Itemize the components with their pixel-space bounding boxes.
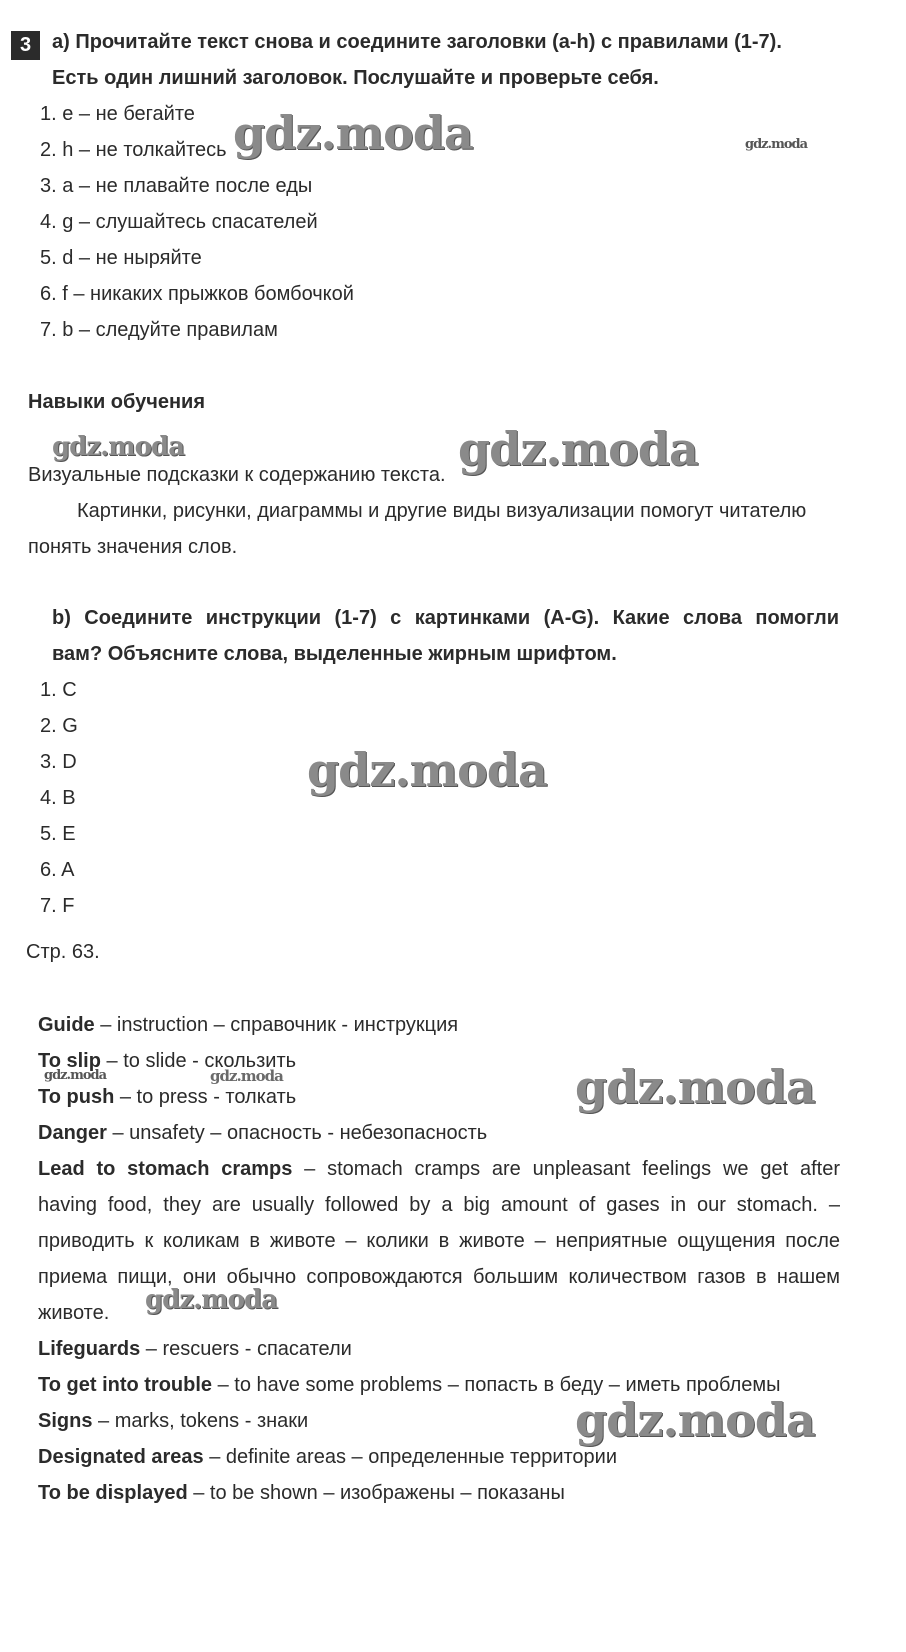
glossary-entry	[38, 1014, 458, 1037]
part-b-answer-7: 7. F	[40, 895, 75, 917]
glossary-definition: – rescuers - спасатели	[140, 1338, 352, 1360]
glossary-entry	[38, 1122, 487, 1145]
glossary-entry	[38, 1410, 308, 1433]
part-a-answer-2: 2. h – не толкайтесь	[40, 139, 227, 161]
part-a-answer-6: 6. f – никаких прыжков бомбочкой	[40, 283, 354, 305]
study-skills-heading: Навыки обучения	[28, 391, 206, 413]
watermark: gdz.moda	[458, 422, 698, 476]
part-b-instruction-line1: b) Соедините инструкции (1-7) с картинками (A-G). Какие слова помогли	[52, 607, 839, 629]
watermark: gdz.moda	[745, 137, 808, 152]
glossary-stomach-line4: приема пищи, они обычно сопровождаются большим количеством газов в нашем	[38, 1266, 840, 1288]
part-b-answer-5: 5. E	[40, 823, 76, 845]
watermark: gdz.moda	[307, 743, 547, 797]
glossary-stomach-line3: приводить к коликам в животе – колики в животе – неприятные ощущения после	[38, 1230, 840, 1252]
part-b-answer-1: 1. C	[40, 679, 77, 701]
glossary-term: To push	[38, 1086, 115, 1108]
glossary-definition: – to slide - скользить	[100, 1050, 297, 1072]
glossary-entry	[38, 1446, 617, 1469]
part-b-answer-2: 2. G	[40, 715, 78, 737]
glossary-definition: – to be shown – изображены – показаны	[187, 1482, 565, 1504]
glossary-term: Lead to stomach cramps	[38, 1158, 293, 1180]
part-b-answer-6: 6. A	[40, 859, 75, 881]
watermark: gdz.moda	[52, 432, 185, 462]
glossary-definition: – to have some problems – попасть в беду – иметь проблемы	[212, 1374, 781, 1396]
part-b-answer-4: 4. B	[40, 787, 76, 809]
glossary-definition: – stomach cramps are unpleasant feelings we get after	[292, 1158, 840, 1180]
study-skills-paragraph-line1: Картинки, рисунки, диаграммы и другие виды визуализации помогут читателю	[77, 500, 807, 522]
part-a-instruction-line2: Есть один лишний заголовок. Послушайте и проверьте себя.	[52, 67, 659, 89]
study-skills-subheading: Визуальные подсказки к содержанию текста.	[28, 464, 446, 486]
glossary-term: Guide	[38, 1014, 95, 1036]
watermark: gdz.moda	[145, 1285, 278, 1315]
exercise-number-badge: 3	[11, 31, 40, 60]
glossary-definition: – unsafety – опасность - небезопасность	[106, 1122, 488, 1144]
glossary-entry	[38, 1338, 352, 1361]
watermark: gdz.moda	[575, 1393, 815, 1447]
page-reference: Стр. 63.	[26, 941, 100, 963]
glossary-stomach-line2: having food, they are usually followed by a big amount of gases in our stomach. –	[38, 1194, 840, 1216]
glossary-term: To get into trouble	[38, 1374, 213, 1396]
part-a-answer-5: 5. d – не ныряйте	[40, 247, 202, 269]
glossary-term: Lifeguards	[38, 1338, 141, 1360]
part-a-answer-1: 1. e – не бегайте	[40, 103, 195, 125]
watermark: gdz.moda	[44, 1068, 107, 1083]
glossary-definition: – definite areas – определенные территории	[203, 1446, 618, 1468]
glossary-stomach-line5: животе.	[38, 1302, 110, 1324]
glossary-term: To slip	[38, 1050, 101, 1072]
part-b-answer-3: 3. D	[40, 751, 77, 773]
glossary-term: To be displayed	[38, 1482, 188, 1504]
glossary-definition: – to press - толкать	[114, 1086, 297, 1108]
watermark: gdz.moda	[575, 1060, 815, 1114]
glossary-definition: – marks, tokens - знаки	[92, 1410, 309, 1432]
glossary-entry	[38, 1086, 296, 1109]
part-a-answer-3: 3. a – не плавайте после еды	[40, 175, 313, 197]
watermark: gdz.moda	[210, 1067, 283, 1085]
glossary-term: Signs	[38, 1410, 93, 1432]
glossary-term: Danger	[38, 1122, 107, 1144]
glossary-entry	[38, 1482, 565, 1505]
glossary-term: Designated areas	[38, 1446, 204, 1468]
part-b-instruction-line2: вам? Объясните слова, выделенные жирным шрифтом.	[52, 643, 617, 665]
part-a-instruction-line1: а) Прочитайте текст снова и соедините заголовки (a-h) с правилами (1-7).	[52, 31, 782, 53]
watermark: gdz.moda	[233, 106, 473, 160]
study-skills-paragraph-line2: понять значения слов.	[28, 536, 238, 558]
part-a-answer-7: 7. b – следуйте правилам	[40, 319, 278, 341]
part-a-answer-4: 4. g – слушайтесь спасателей	[40, 211, 318, 233]
glossary-definition: – instruction – справочник - инструкция	[94, 1014, 459, 1036]
glossary-stomach-line1	[38, 1158, 840, 1181]
